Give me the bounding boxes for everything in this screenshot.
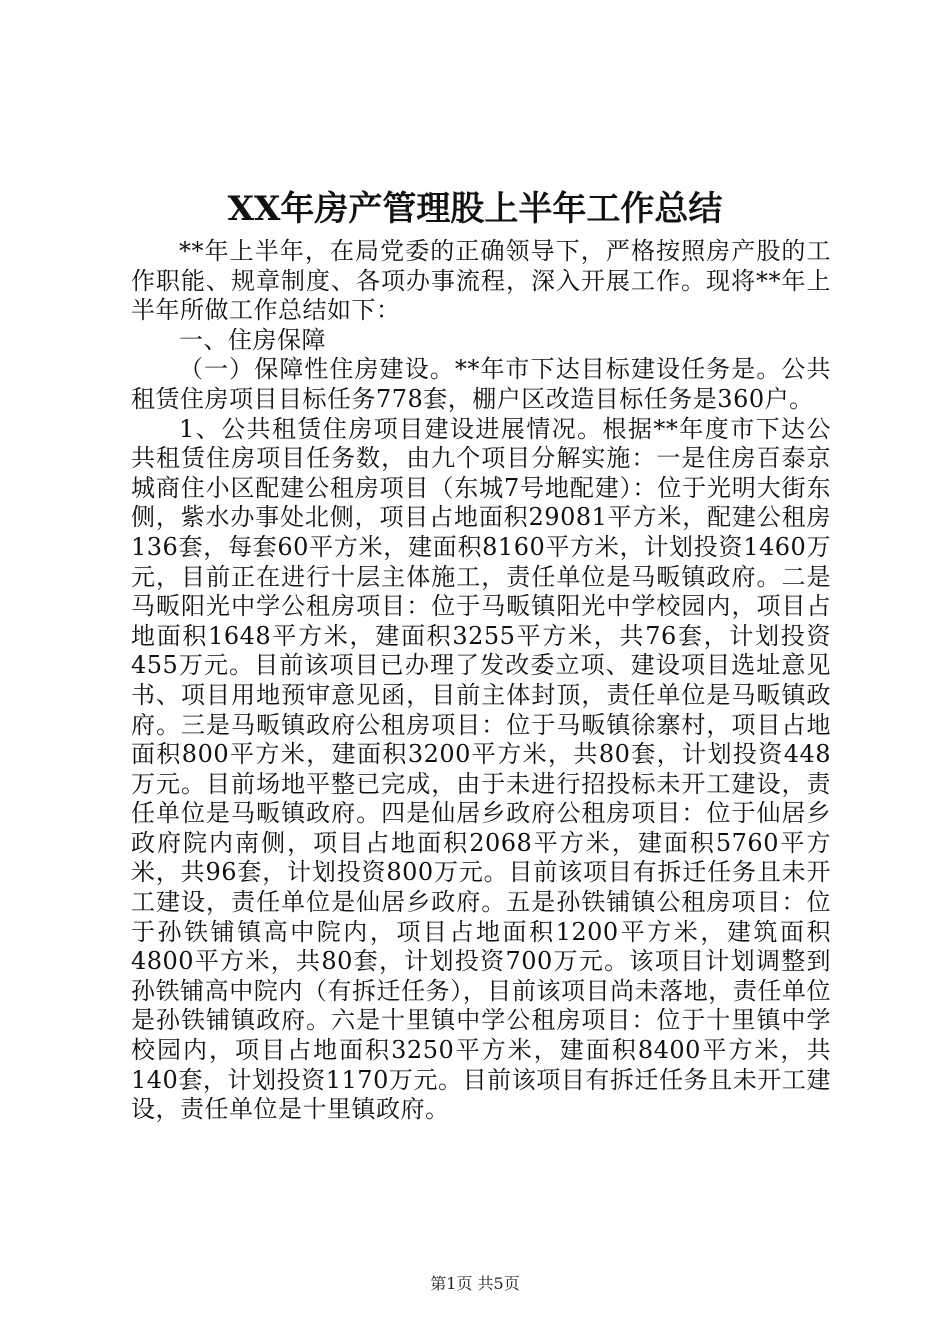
document-body bbox=[131, 237, 831, 1125]
page-number-footer: 第1页 共5页 bbox=[430, 1274, 520, 1293]
intro-paragraph: **年上半年，在局党委的正确领导下，严格按照房产股的工作职能、规章制度、各项办事流程，深入开展工作。现将**年上半年所做工作总结如下： bbox=[131, 237, 831, 325]
project-details-paragraph: 1、公共租赁住房项目建设进展情况。根据**年度市下达公共租赁住房项目任务数，由九个项目分解实施：一是住房百泰京城商住小区配建公租房项目（东城7号地配建）：位于光明大街东侧，紫水办事处北侧，项目占地面积29081平方米，配建公租房136套，每套60平方米，建面积8160平方米，计划投资1460万元，目前正在进行十层主体施工，责任单位是马畈镇政府。二是马畈阳光中学公租房项目：位于马畈镇阳光中学校园内，项目占地面积1648平方米，建面积3255平方米，共76套，计划投资455万元。目前该项目已办理了发改委立项、建设项目选址意见书、项目用地预审意见函，目前主体封顶，责任单位是马畈镇政府。三是马畈镇政府公租房项目：位于马畈镇徐寨村，项目占地面积800平方米，建面积3200平方米，共80套，计划投资448万元。目前场地平整已完成，由于未进行招投标未开工建设，责任单位是马畈镇政府。四是仙居乡政府公租房项目：位于仙居乡政府院内南侧，项目占地面积2068平方米，建面积5760平方米，共96套，计划投资800万元。目前该项目有拆迁任务且未开工建设，责任单位是仙居乡政府。五是孙铁铺镇公租房项目：位于孙铁铺镇高中院内，项目占地面积1200平方米，建筑面积4800平方米，共80套，计划投资700万元。该项目计划调整到孙铁铺高中院内（有拆迁任务），目前该项目尚未落地，责任单位是孙铁铺镇政府。六是十里镇中学公租房项目：位于十里镇中学校园内，项目占地面积3250平方米，建面积8400平方米，共140套，计划投资1170万元。目前该项目有拆迁任务且未开工建设，责任单位是十里镇政府。 bbox=[131, 414, 831, 1124]
section-heading: 一、住房保障 bbox=[179, 325, 326, 354]
document-title: XX年房产管理股上半年工作总结 bbox=[227, 189, 723, 229]
subsection-paragraph: （一）保障性住房建设。**年市下达目标建设任务是。公共租赁住房项目目标任务778套，棚户区改造目标任务是360户。 bbox=[131, 355, 831, 413]
